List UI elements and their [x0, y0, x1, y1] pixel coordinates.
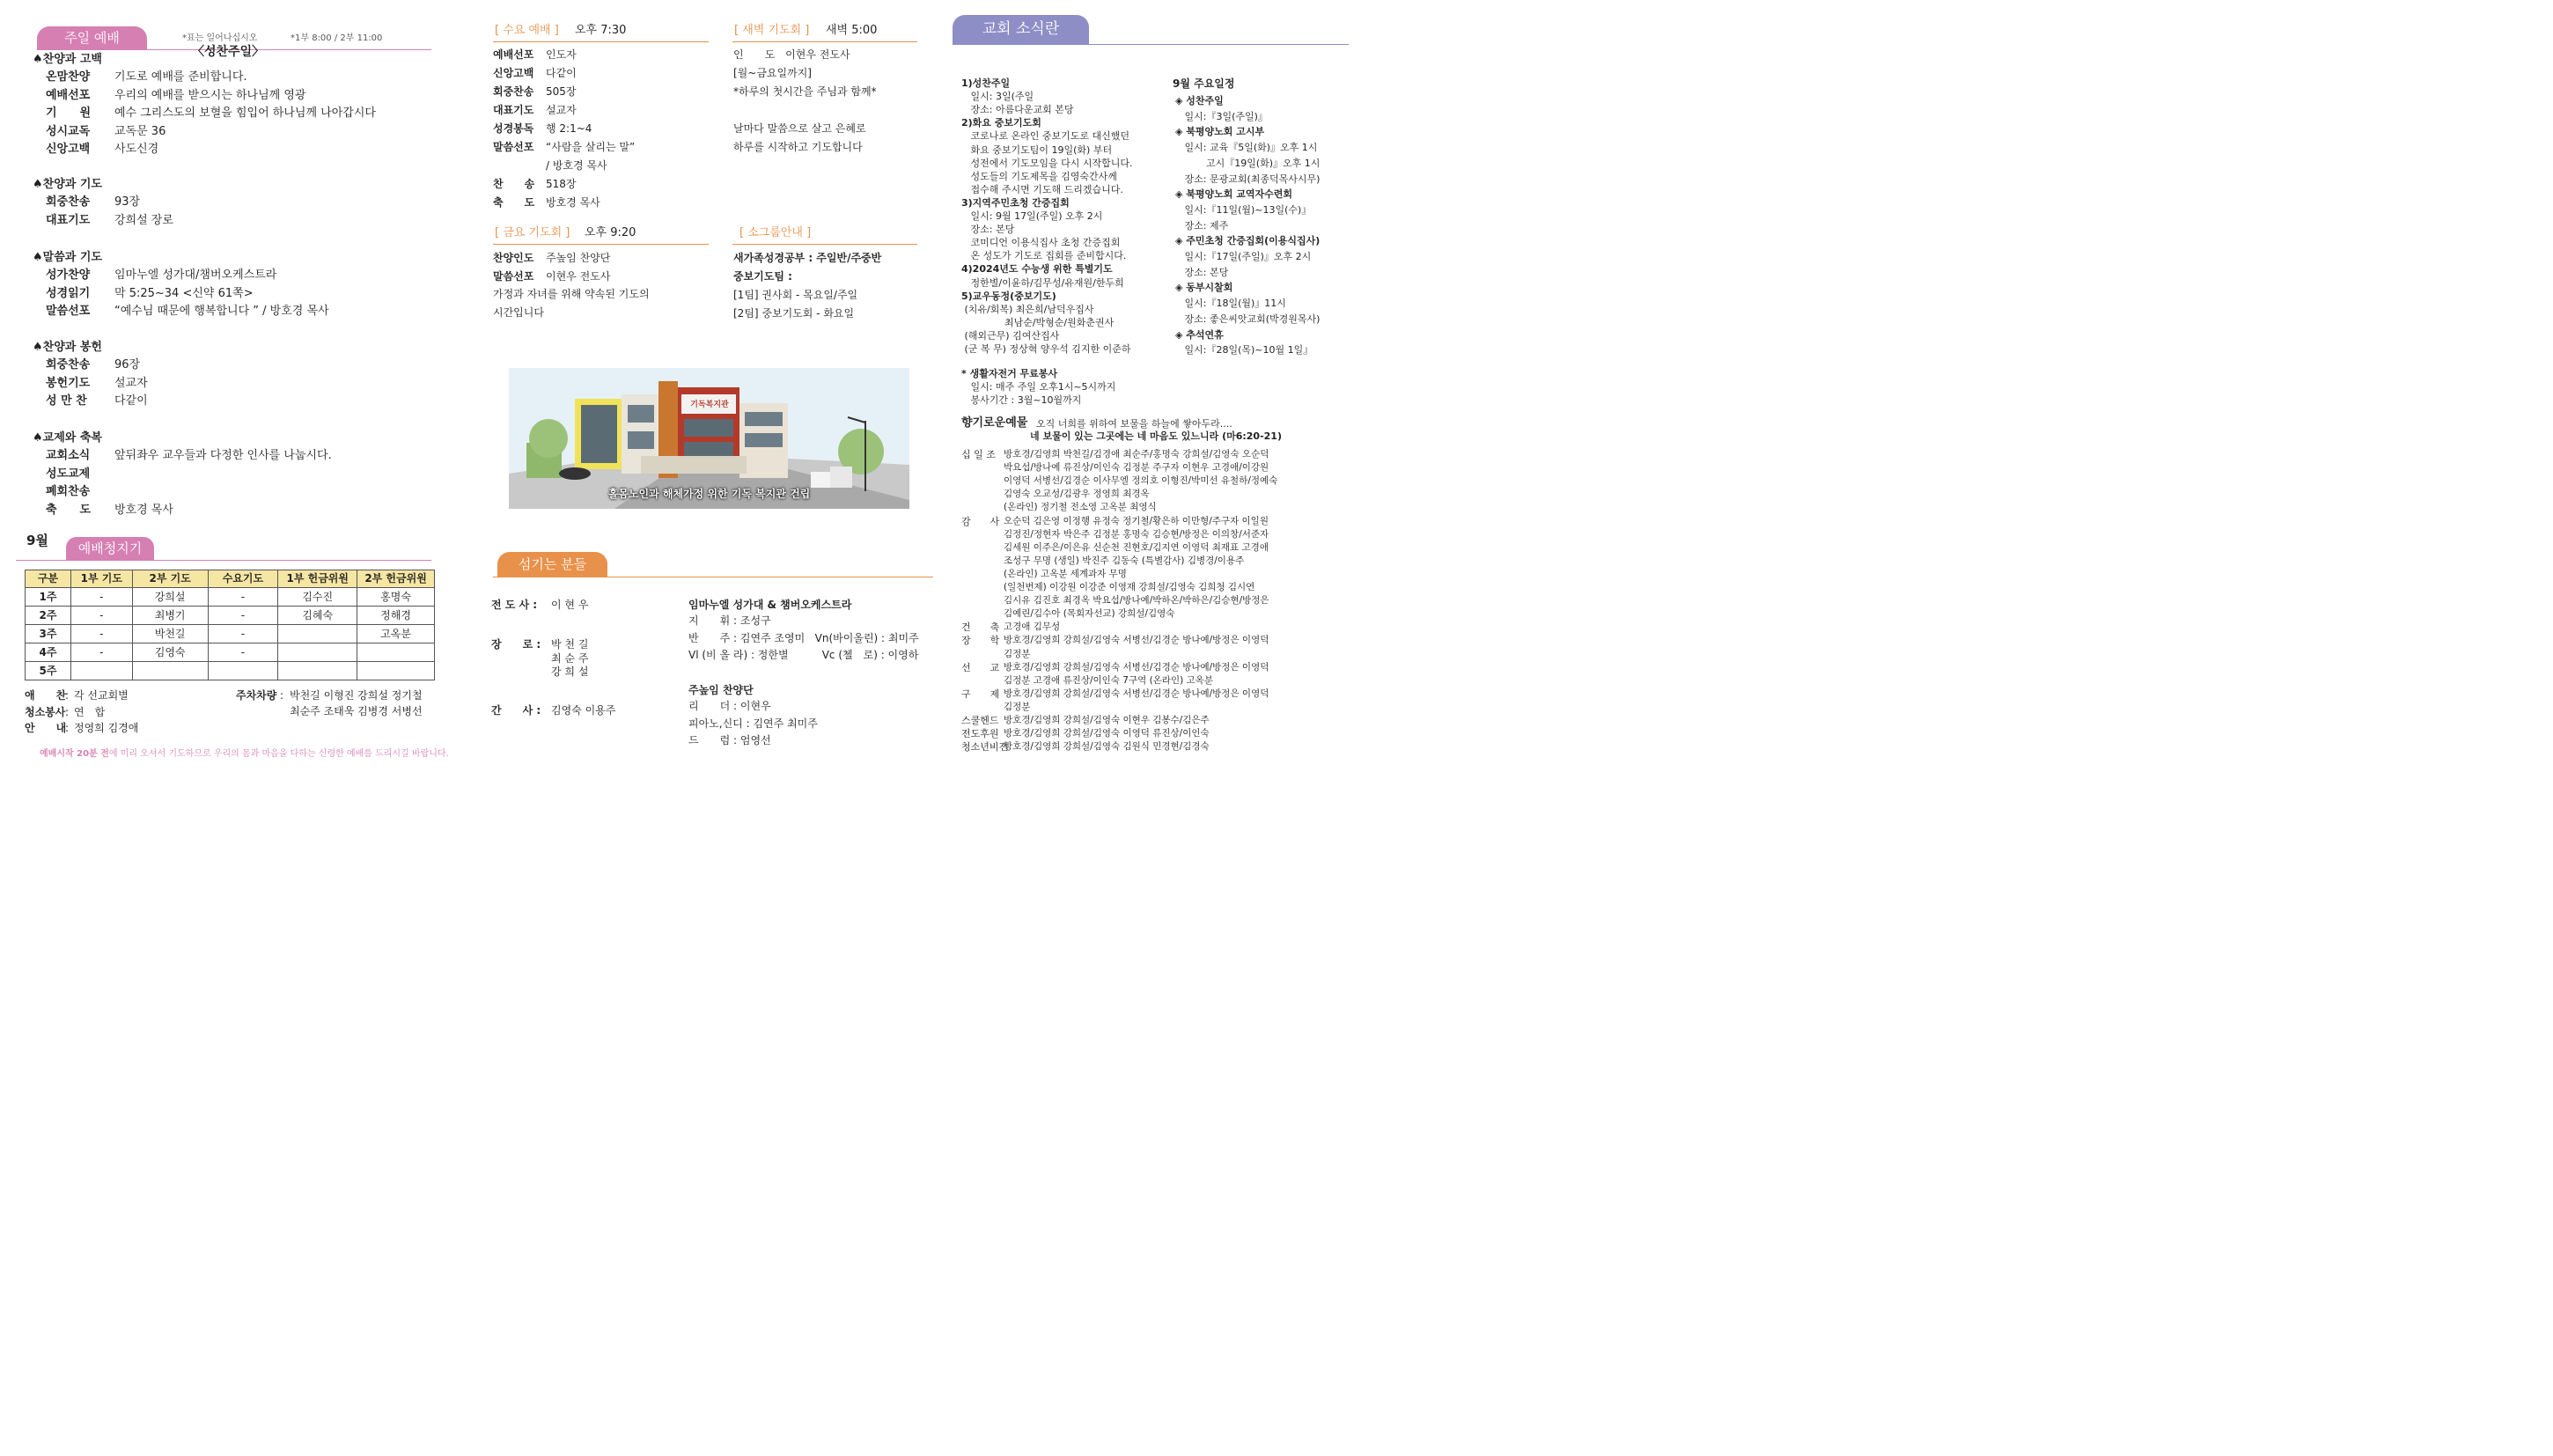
- dawn-line: 날마다 말씀으로 살고 은혜로: [733, 122, 866, 135]
- schedule-line: ◈ 주민초청 간증집회(이용식집사): [1175, 235, 1321, 247]
- news-line: 접수해 주시면 기도해 드리겠습니다.: [961, 183, 1123, 195]
- offering-label: 감 사: [961, 515, 1000, 527]
- item-label: 성 만 찬: [46, 394, 87, 408]
- item-value: 505장: [546, 85, 577, 98]
- offering-label: 건 축: [961, 621, 1000, 634]
- wed-time: 오후 7:30: [575, 24, 627, 37]
- item-label: 대표기도: [493, 104, 534, 116]
- table-cell: 박천길: [132, 625, 208, 643]
- item-label: 예배선포: [46, 88, 91, 102]
- item-label: 성가찬양: [46, 268, 91, 282]
- section-heading: ♠말씀과 기도: [33, 251, 102, 264]
- divider: [493, 244, 709, 245]
- choir-line: Vl (비 올 라) : 정한별 Vc (첼 로) : 이영하: [688, 649, 919, 661]
- item-value: “예수님 때문에 행복합니다 ” / 방호경 목사: [114, 305, 329, 318]
- news-line: 5)교우동정(중보기도): [961, 290, 1056, 302]
- table-row: [26, 588, 435, 607]
- schedule-line: 장소: 제주: [1175, 219, 1229, 232]
- offering-line: 오순덕 김은영 이정행 유정숙 정기철/황은하 이만형/주구자 이일원: [1004, 515, 1269, 526]
- servant-name: 최 순 주: [551, 651, 589, 665]
- servant-name: 이 현 우: [551, 599, 589, 611]
- item-label: 기 원: [46, 107, 92, 120]
- item-value: 설교자: [546, 104, 577, 116]
- item-value: 93장: [114, 195, 141, 209]
- fri-text-line: 가정과 자녀를 위해 약속된 기도의: [493, 288, 650, 300]
- offering-line: 김영숙 오교성/김광우 정영희 최경옥: [1004, 489, 1150, 500]
- worship-steward-tab: 예배청지기: [66, 537, 154, 560]
- table-cell: -: [208, 588, 278, 607]
- table-cell: 정해경: [357, 607, 435, 625]
- dawn-line: 하루를 시작하고 기도합니다: [733, 141, 863, 153]
- table-cell: -: [208, 607, 278, 625]
- item-label: 봉헌기도: [46, 376, 91, 390]
- news-line: 성도들의 기도제목을 김영숙간사께: [961, 170, 1117, 182]
- item-value: 설교자: [114, 376, 148, 390]
- divider: [493, 41, 709, 42]
- offering-line: 방호경/김영희 강희설/김영숙 김원식 민경현/김경숙: [1004, 741, 1210, 753]
- table-cell: [278, 625, 357, 643]
- divider: [732, 41, 917, 42]
- news-line: (해외근무) 김여산집사: [961, 329, 1060, 342]
- standing-note: *표는 일어나십시오: [182, 33, 258, 43]
- table-cell: 고옥분: [357, 625, 435, 643]
- schedule-line: ◈ 북평양노회 고시부: [1175, 126, 1265, 138]
- item-value: 예수 그리스도의 보혈을 힘입어 하나님께 나아갑시다: [114, 107, 376, 120]
- servants-tab: 섬기는 분들: [497, 552, 607, 577]
- fri-tag: [ 금요 기도회 ]: [495, 226, 570, 239]
- item-label: 회중찬송: [46, 358, 91, 371]
- steward-table: [25, 570, 435, 680]
- item-value: 다같이: [114, 394, 148, 408]
- news-line: (치유/회복) 최은희/남덕우집사: [961, 303, 1094, 315]
- praise-line: 드 럼 : 엄영선: [688, 734, 771, 746]
- offering-label: 스쿨헨드: [961, 715, 999, 726]
- table-header-cell: 수요기도: [208, 570, 278, 588]
- bike-line: * 생활자전거 무료봉사: [961, 368, 1058, 379]
- table-header-cell: 1부 기도: [70, 570, 132, 588]
- praise-line: 리 더 : 이현우: [688, 700, 771, 712]
- item-value: 앞뒤좌우 교우들과 다정한 인사를 나눕시다.: [114, 449, 332, 462]
- sunday-service-tab: 주일 예배: [37, 26, 147, 50]
- small-group-line: [1팀] 권사회 - 목요일/주일: [733, 289, 858, 301]
- table-cell: 김영숙: [132, 643, 208, 662]
- duty-colon: :: [65, 722, 70, 734]
- offering-label: 선 교: [961, 661, 1000, 673]
- item-label: 회중찬송: [493, 85, 534, 98]
- parking-label: 주차차량: [236, 689, 277, 702]
- news-line: 장소: 본당: [961, 224, 1015, 236]
- offering-line: 방호경/김영희 강희설/김영숙 서병선/김경순 방나예/방정은 이영덕: [1004, 635, 1269, 646]
- item-label: 교회소식: [46, 449, 91, 462]
- divider: [732, 244, 917, 245]
- offering-line: 고경애 김무성: [1004, 621, 1061, 633]
- schedule-title: 9월 주요일정: [1173, 77, 1235, 90]
- table-cell: [132, 662, 208, 680]
- item-label: 예배선포: [493, 48, 534, 61]
- schedule-line: ◈ 동부시찰회: [1175, 282, 1233, 294]
- news-line: 3)지역주민초청 간증집회: [961, 196, 1070, 209]
- footer-emphasis: 예배시작 20분 전: [40, 749, 109, 759]
- schedule-line: 장소: 좋은씨앗교회(박경원목사): [1175, 313, 1321, 325]
- offering-title: 향기로운예물: [961, 416, 1028, 430]
- dawn-line: *하루의 첫시간을 주님과 함께*: [733, 85, 877, 98]
- news-line: 코로나로 온라인 중보기도로 대신했던: [961, 130, 1129, 143]
- offering-label: 장 학: [961, 635, 1000, 647]
- offering-label: 십 일 조: [961, 449, 996, 460]
- image-caption: 홀몸노인과 해체가정 위한 기독 복지관 건립: [607, 488, 811, 500]
- news-line: (군 복 무) 정상혁 양우석 김지한 이준하: [961, 343, 1131, 355]
- parking-line-1: 박천길 이형진 강희설 정기철: [290, 689, 423, 702]
- bike-line: 봉사기간 : 3월~10월까지: [961, 394, 1082, 406]
- item-value: “사람을 살리는 말”: [546, 141, 636, 153]
- servant-name: 강 희 설: [551, 665, 589, 678]
- offering-label: 전도후원: [961, 728, 999, 740]
- duty-label: 애 찬: [25, 689, 67, 702]
- news-line: 일시: 9월 17일(주일) 오후 2시: [961, 210, 1103, 222]
- table-header-cell: 2부 헌금위원: [357, 570, 435, 588]
- schedule-line: 일시:『11일(월)~13일(수)』: [1175, 203, 1312, 216]
- table-cell: [357, 662, 435, 680]
- footer-note: [40, 749, 449, 761]
- news-line: 일시: 3일(주일: [961, 91, 1034, 103]
- duty-colon: :: [65, 705, 70, 718]
- table-cell: -: [70, 625, 132, 643]
- bike-line: 일시: 매주 주일 오후1시~5시까지: [961, 381, 1116, 393]
- table-week-cell: 3주: [26, 625, 71, 643]
- item-value: 방호경 목사: [546, 196, 600, 209]
- table-cell: 홍명숙: [357, 588, 435, 607]
- table-header-cell: 구분: [26, 570, 71, 588]
- wed-tag: [ 수요 예배 ]: [495, 24, 559, 37]
- item-label: 찬양인도: [493, 252, 534, 264]
- dawn-tag: [ 새벽 기도회 ]: [734, 24, 810, 37]
- offering-verse-2: 네 보물이 있는 그곳에는 네 마음도 있느니라 (마6:20-21): [1030, 430, 1282, 442]
- item-label: 축 도: [46, 503, 92, 517]
- offering-line: 이영덕 서병선/김경순 이사무엘 정의호 이형진/박미선 유철하/정예숙: [1004, 475, 1278, 487]
- parking-colon: :: [280, 689, 284, 702]
- item-label: 성시교독: [46, 124, 91, 138]
- item-value: 96장: [114, 358, 141, 371]
- news-line: 최남순/박형순/원화춘권사: [961, 316, 1115, 328]
- servant-label: 전 도 사 :: [491, 599, 538, 611]
- parking-line-2: 최순주 조태욱 김병경 서병선: [290, 705, 423, 717]
- news-line: 코미디언 이용식집사 초청 간증집회: [961, 237, 1121, 249]
- table-cell: 강희설: [132, 588, 208, 607]
- news-line: 성전에서 기도모임을 다시 시작합니다.: [961, 157, 1133, 169]
- table-cell: -: [208, 643, 278, 662]
- offering-line: 김정분 고경애 류진상/이인숙 7구역 (온라인) 고옥분: [1004, 674, 1213, 686]
- item-value: 기도로 예배를 준비합니다.: [114, 70, 247, 84]
- item-value: 이현우 전도사: [546, 269, 611, 283]
- news-line: 1)성찬주일: [961, 77, 1011, 89]
- schedule-line: ◈ 추석연휴: [1175, 328, 1224, 341]
- table-header-cell: 2부 기도: [132, 570, 208, 588]
- item-label: 대표기도: [46, 213, 91, 227]
- duty-label: 안 내: [25, 722, 67, 734]
- offering-line: 방호경/김영희 강희설/김영숙 서병선/김경순 방나예/방정은 이영덕: [1004, 688, 1269, 699]
- news-line: 정한별/이윤하/김무성/유재원/한두희: [961, 276, 1124, 289]
- table-week-cell: 1주: [26, 588, 71, 607]
- welfare-building-image: [509, 368, 909, 509]
- small-group-line: [2팀] 중보기도회 - 화요일: [733, 307, 855, 320]
- item-label: 신앙고백: [46, 143, 91, 156]
- item-label: 신앙고백: [493, 67, 534, 79]
- offering-line: 방호경/김영희 강희설/김영숙 이영덕 류진상/이인숙: [1004, 728, 1210, 739]
- news-line: 2)화요 중보기도회: [961, 117, 1041, 129]
- offering-line: 방호경/김영희 강희설/김영숙 이현우 김봉수/김은주: [1004, 715, 1210, 725]
- item-value: 행 2:1~4: [546, 122, 592, 135]
- choir-title: 임마누엘 성가대 & 챔버오케스트라: [688, 599, 852, 611]
- item-value: 임마누엘 성가대/챔버오케스트라: [114, 268, 277, 282]
- offering-line: 김세원 이주은/이은유 신순천 진현호/김지연 이영덕 최재표 고경애: [1004, 541, 1269, 553]
- item-label: 성경읽기: [46, 286, 91, 300]
- table-cell: -: [70, 607, 132, 625]
- schedule-line: 일시:『18일(월)』11시: [1175, 298, 1286, 310]
- duty-value: 연 합: [74, 705, 106, 718]
- table-week-cell: 2주: [26, 607, 71, 625]
- table-cell: [278, 643, 357, 662]
- section-heading: ♠교제와 축복: [33, 431, 102, 445]
- praise-line: 피아노,신디 : 김연주 최미주: [688, 717, 818, 730]
- table-cell: [357, 643, 435, 662]
- table-week-cell: 5주: [26, 662, 71, 680]
- item-value: 우리의 예배를 받으시는 하나님께 영광: [114, 88, 306, 102]
- table-row: [26, 607, 435, 625]
- item-value: 518장: [546, 178, 577, 190]
- offering-label: 청소년비전: [961, 741, 1009, 754]
- table-cell: [278, 662, 357, 680]
- table-row: [26, 625, 435, 643]
- item-label: 축 도: [493, 196, 535, 209]
- table-cell: 최병기: [132, 607, 208, 625]
- schedule-line: 일시:『17일(주일)』오후 2시: [1175, 251, 1312, 262]
- item-label: 찬 송: [493, 178, 535, 190]
- servant-label: 간 사 :: [491, 704, 541, 717]
- offering-line: 방호경/김영희 박천길/김경애 최순주/홍명숙 강희설/김영숙 오순덕: [1004, 449, 1269, 460]
- servant-name: 박 천 길: [551, 638, 589, 651]
- offering-line: 김예린/김수아 (목회자선교) 강희설/김영숙: [1004, 608, 1175, 620]
- choir-line: 반 주 : 김연주 조영미 Vn(바이올린) : 최미주: [688, 631, 919, 644]
- servant-name: 김영숙 이용주: [551, 704, 616, 717]
- month-label: 9월: [26, 533, 48, 548]
- item-label: 성도교제: [46, 467, 91, 481]
- item-value: 교독문 36: [114, 124, 166, 138]
- table-cell: 김혜숙: [278, 607, 357, 625]
- schedule-line: ◈ 성찬주일: [1175, 95, 1224, 107]
- offering-line: (온라인) 정기철 전소영 고옥분 최영식: [1004, 502, 1157, 513]
- news-line: 4)2024년도 수능생 위한 특별기도: [961, 263, 1113, 276]
- small-group-line: 새가족성경공부 : 주일반/주중반: [733, 252, 882, 264]
- fri-time: 오후 9:20: [585, 226, 636, 239]
- news-line: 화요 중보기도팀이 19일(화) 부터: [961, 143, 1113, 156]
- offering-line: 김정진/정현자 박은주 김정분 홍명숙 김승현/방정은 이의창/서준자: [1004, 528, 1269, 540]
- schedule-line: 일시:『3일(주일)』: [1175, 110, 1268, 122]
- item-label: 폐회찬송: [46, 485, 91, 498]
- section-heading: ♠찬양과 고백: [33, 53, 102, 66]
- offering-line: 방호경/김영희 강희설/김영숙 서병선/김경순 방나예/방정은 이영덕: [1004, 661, 1269, 673]
- duty-value: 각 선교회별: [74, 689, 129, 702]
- item-label: 말씀선포: [46, 305, 91, 318]
- duty-value: 정영희 김경애: [74, 722, 139, 734]
- item-label: 성경봉독: [493, 122, 534, 135]
- table-cell: -: [208, 625, 278, 643]
- section-heading: ♠찬양과 봉헌: [33, 341, 102, 354]
- table-header-row: [26, 570, 435, 588]
- table-cell: [70, 662, 132, 680]
- table-row: [26, 662, 435, 680]
- offering-verse-1: 오직 너희를 위하여 보물을 하늘에 쌓아두라....: [1036, 418, 1232, 430]
- offering-line: 김시유 김진호 최경옥 박요섭/방나예/박하온/박하은/김승현/방정은: [1004, 595, 1269, 607]
- table-header-cell: 1부 헌금위원: [278, 570, 357, 588]
- divider: [953, 44, 1349, 45]
- table-cell: [208, 662, 278, 680]
- offering-label: 구 제: [961, 688, 1000, 700]
- sunday-subtitle: 〈성찬주일〉: [192, 45, 265, 59]
- offering-line: 김정분: [1004, 648, 1031, 659]
- schedule-line: 고시『19일(화)』오후 1시: [1175, 157, 1321, 169]
- offering-line: (일천번제) 이강원 이강준 이영재 강희설/김영숙 김희청 김시연: [1004, 582, 1255, 592]
- offering-line: 박요섭/방나예 류진상/이인숙 김정분 주구자 이현우 고경애/이강원: [1004, 462, 1269, 474]
- duty-label: 청소봉사: [25, 705, 66, 718]
- dawn-time: 새벽 5:00: [826, 24, 878, 37]
- table-week-cell: 4주: [26, 643, 71, 662]
- item-value: 인도자: [546, 48, 577, 61]
- table-row: [26, 643, 435, 662]
- news-line: 장소: 아름다운교회 본당: [961, 104, 1074, 116]
- section-heading: ♠찬양과 기도: [33, 178, 102, 191]
- item-label: 회중찬송: [46, 195, 91, 209]
- dawn-line: 인 도 이현우 전도사: [733, 48, 850, 61]
- dawn-line: [월~금요일까지]: [733, 67, 812, 79]
- servant-label: 장 로 :: [491, 638, 541, 651]
- item-value: / 방호경 목사: [546, 159, 607, 172]
- schedule-line: ◈ 북평양노회 교역자수련회: [1175, 188, 1293, 201]
- item-value: 강희설 장로: [114, 213, 173, 227]
- offering-line: 조성구 무명 (생일) 박진주 김동숙 (특별감사) 김병경/이용주: [1004, 555, 1245, 566]
- offering-line: (온라인) 고옥분 세계과자 무명: [1004, 568, 1127, 579]
- choir-line: 지 휘 : 조성구: [688, 614, 771, 627]
- item-label: 온맘찬양: [46, 70, 91, 84]
- footer-rest: 에 미리 오셔서 기도하므로 우리의 몸과 마음을 다하는 신령한 예배를 드리시길 바랍니다.: [108, 749, 449, 759]
- item-value: 막 5:25~34 <신약 61쪽>: [114, 286, 254, 300]
- item-value: 방호경 목사: [114, 503, 173, 517]
- praise-title: 주높임 찬양단: [688, 684, 754, 696]
- offering-line: 김정분: [1004, 701, 1031, 712]
- table-cell: -: [70, 643, 132, 662]
- news-line: 온 성도가 기도로 집회를 준비합시다.: [961, 250, 1127, 262]
- schedule-line: 일시: 교육『5일(화)』오후 1시: [1175, 142, 1318, 154]
- building-sign: 기독복지관: [690, 401, 729, 409]
- duty-colon: :: [65, 689, 70, 702]
- schedule-line: 장소: 문광교회(최종덕목사시무): [1175, 173, 1321, 185]
- service-times: *1부 8:00 / 2부 11:00: [291, 33, 383, 43]
- item-value: 사도신경: [114, 143, 159, 156]
- item-label: 말씀선포: [493, 141, 534, 153]
- item-value: 다같이: [546, 67, 577, 79]
- item-value: 주높임 찬양단: [546, 252, 611, 264]
- schedule-line: 일시:『28일(목)~10월 1일』: [1175, 344, 1313, 357]
- table-cell: 김수진: [278, 588, 357, 607]
- small-group-line: 중보기도팀 :: [733, 270, 792, 283]
- small-group-tag: [ 소그룹안내 ]: [739, 226, 812, 239]
- church-news-tab: 교회 소식란: [953, 15, 1089, 45]
- schedule-line: 장소: 본당: [1175, 266, 1229, 278]
- fri-text-line: 시간입니다: [493, 306, 544, 319]
- table-cell: -: [70, 588, 132, 607]
- divider: [16, 560, 431, 561]
- item-label: 말씀선포: [493, 269, 534, 283]
